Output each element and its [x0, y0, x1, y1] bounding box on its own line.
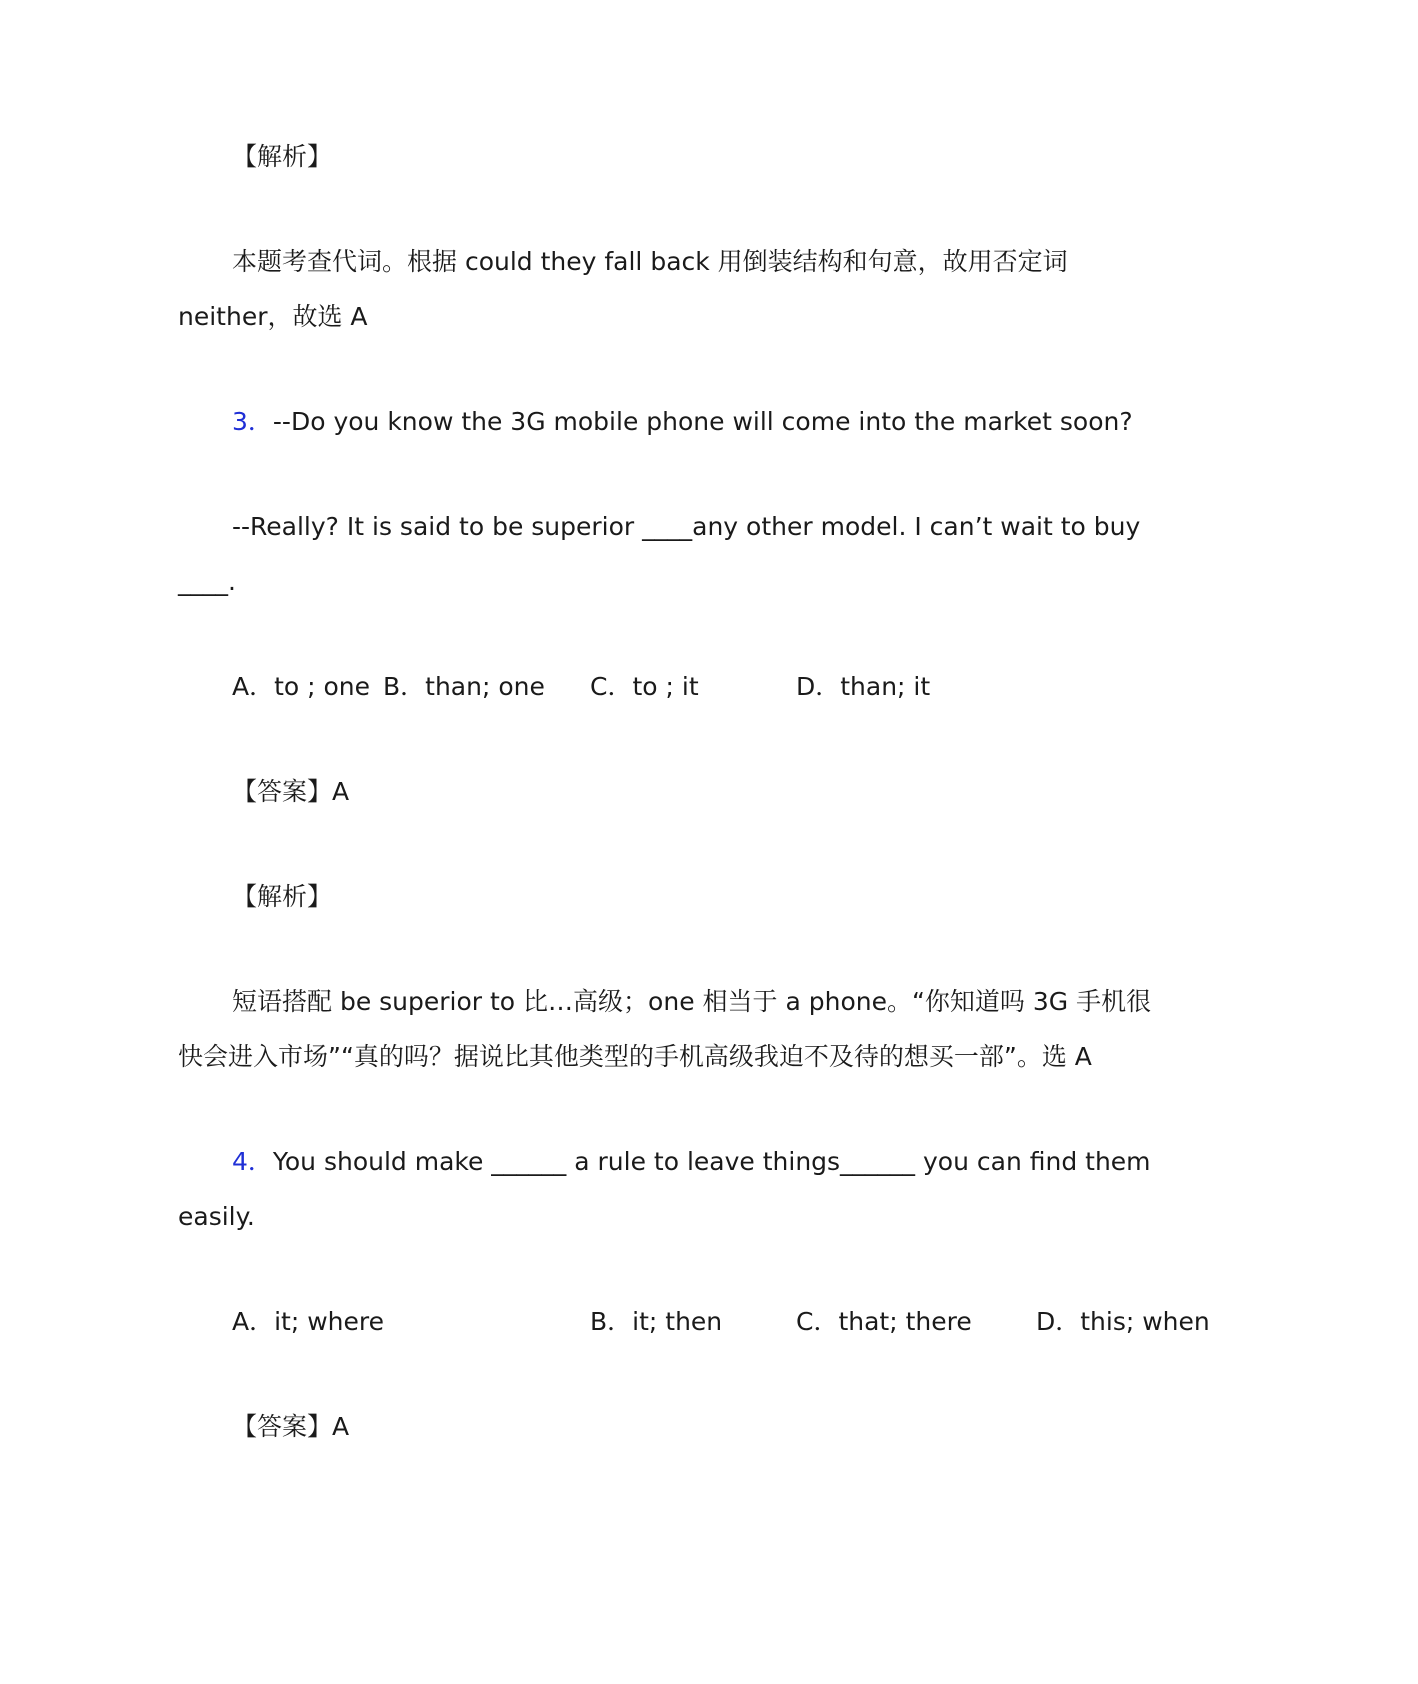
- answer-label: 【答案】A: [232, 1412, 350, 1441]
- option-c: C．to ; it: [590, 672, 699, 701]
- question-3: [232, 405, 1133, 439]
- question-number: 4．: [232, 1147, 273, 1176]
- question-4: [232, 1145, 1151, 1179]
- option-b: B．than; one: [383, 672, 545, 701]
- analysis-label: 【解析】: [232, 882, 333, 911]
- explanation-line: 快会进入市场”“真的吗？据说比其他类型的手机高级我迫不及待的想买一部”。选 A: [178, 1042, 1092, 1071]
- question-text: You should make ______ a rule to leave things______ you can find them: [272, 1147, 1151, 1176]
- question-4-options: [0, 1305, 1418, 1339]
- question-text-line: ____.: [178, 567, 236, 596]
- option-a: A．to ; one: [232, 672, 371, 701]
- option-c: C．that; there: [796, 1307, 972, 1336]
- option-d: D．this; when: [1036, 1307, 1210, 1336]
- question-number: 3．: [232, 407, 273, 436]
- analysis-label: 【解析】: [232, 142, 333, 171]
- explanation-line: 短语搭配 be superior to 比…高级；one 相当于 a phone。“你知道吗 3G 手机很: [232, 987, 1152, 1016]
- question-text-line: easily.: [178, 1202, 255, 1231]
- explanation-line: 本题考查代词。根据 could they fall back 用倒装结构和句意，故用否定词: [232, 247, 1068, 276]
- answer-label: 【答案】A: [232, 777, 350, 806]
- option-a: A．it; where: [232, 1307, 385, 1336]
- question-3-options: [0, 670, 1418, 704]
- option-d: D．than; it: [796, 672, 931, 701]
- explanation-line: neither，故选 A: [178, 302, 368, 331]
- question-text: --Do you know the 3G mobile phone will come into the market soon?: [272, 407, 1133, 436]
- option-b: B．it; then: [590, 1307, 723, 1336]
- question-text-line: --Really? It is said to be superior ____any other model. I can’t wait to buy: [232, 512, 1141, 541]
